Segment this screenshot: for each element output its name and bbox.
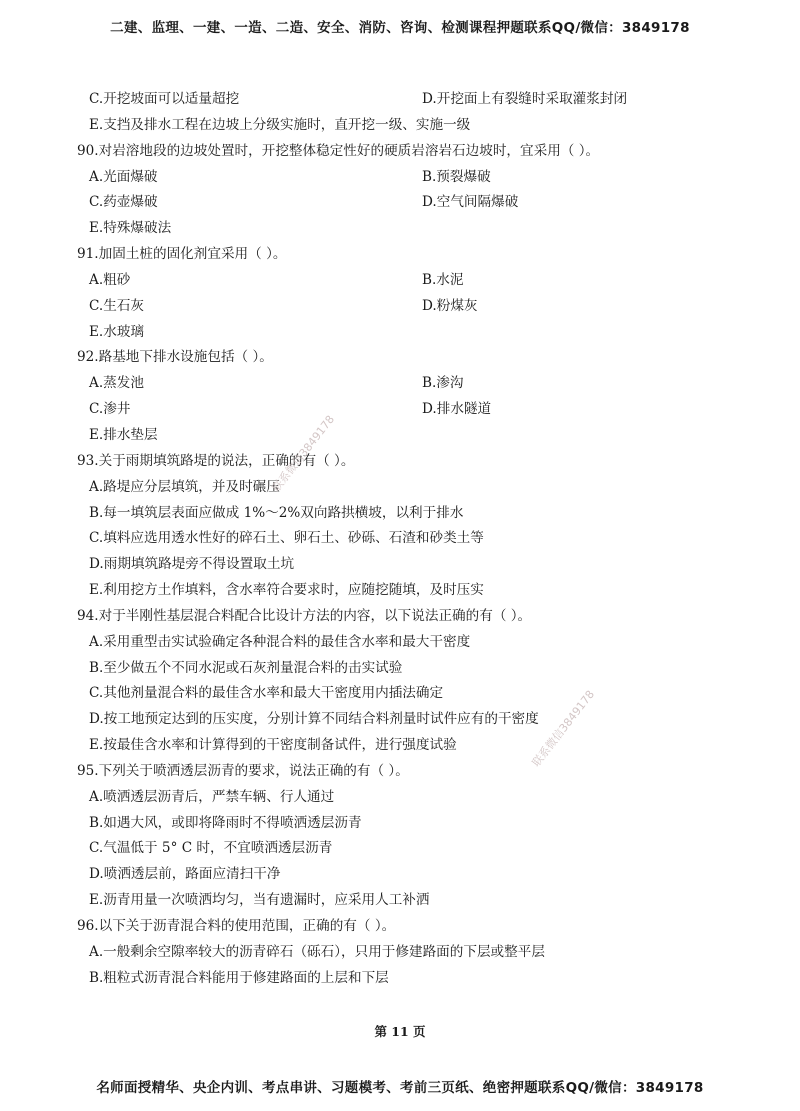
- option-row: [0, 294, 800, 320]
- option-line: B.如遇大风，或即将降雨时不得喷洒透层沥青: [89, 814, 362, 831]
- option-line: A.喷洒透层沥青后，严禁车辆、行人通过: [89, 788, 335, 805]
- option-right: D.粉煤灰: [422, 297, 478, 314]
- option-line: C.其他剂量混合料的最佳含水率和最大干密度用内插法确定: [89, 685, 444, 702]
- question-stem: 95.下列关于喷洒透层沥青的要求，说法正确的有（ ）。: [77, 762, 409, 779]
- page-header-contact: 二建、监理、一建、一造、二造、安全、消防、咨询、检测课程押题联系QQ/微信：3849178: [110, 20, 690, 36]
- option-right: D.开挖面上有裂缝时采取灌浆封闭: [422, 91, 628, 107]
- option-left: C.开挖坡面可以适量超挖: [89, 91, 240, 107]
- exam-question-content: [0, 87, 800, 992]
- option-line: B.粗粒式沥青混合料能用于修建路面的上层和下层: [89, 969, 389, 986]
- option-left: C.生石灰: [89, 297, 145, 314]
- option-row: [0, 190, 800, 216]
- option-line: E.利用挖方土作填料，含水率符合要求时，应随挖随填，及时压实: [89, 582, 484, 599]
- watermark-text: 联系微信3849178: [269, 412, 338, 495]
- option-line: D.按工地预定达到的压实度，分别计算不同结合料剂量时试件应有的干密度: [89, 711, 539, 728]
- option-line: E.沥青用量一次喷洒均匀，当有遗漏时，应采用人工补洒: [89, 892, 430, 909]
- option-line: B.至少做五个不同水泥或石灰剂量混合料的击实试验: [89, 659, 403, 676]
- option-right: D.排水隧道: [422, 401, 492, 418]
- option-line: B.每一填筑层表面应做成 1%～2%双向路拱横坡，以利于排水: [89, 504, 464, 521]
- option-line: E.支挡及排水工程在边坡上分级实施时，直开挖一级、实施一级: [89, 116, 471, 133]
- option-right: B.渗沟: [422, 375, 464, 392]
- question-stem: 93.关于雨期填筑路堤的说法，正确的有（ ）。: [77, 452, 355, 469]
- option-left: C.药壶爆破: [89, 194, 158, 211]
- option-line: A.采用重型击实试验确定各种混合料的最佳含水率和最大干密度: [89, 633, 471, 650]
- question-stem: 91.加固土桩的固化剂宜采用（ ）。: [77, 246, 287, 263]
- question-stem: 96.以下关于沥青混合料的使用范围，正确的有（ ）。: [77, 918, 396, 934]
- page-footer-contact: 名师面授精华、央企内训、考点串讲、习题模考、考前三页纸、绝密押题联系QQ/微信：3849178: [96, 1080, 704, 1096]
- option-row: [0, 268, 800, 294]
- option-row: [0, 87, 800, 113]
- option-line: A.路堤应分层填筑，并及时碾压: [89, 478, 280, 495]
- page-number: 第 11 页: [374, 1024, 426, 1039]
- option-line: C.填料应选用透水性好的碎石土、卵石土、砂砾、石渣和砂类土等: [89, 530, 484, 547]
- option-row: [0, 165, 800, 191]
- question-stem: 92.路基地下排水设施包括（ ）。: [77, 349, 273, 366]
- option-row: [0, 371, 800, 397]
- option-right: B.水泥: [422, 271, 464, 288]
- option-right: B.预裂爆破: [422, 168, 491, 185]
- option-line: E.按最佳含水率和计算得到的干密度制备试件，进行强度试验: [89, 737, 457, 754]
- option-line: E.排水垫层: [89, 426, 158, 443]
- option-line: E.水玻璃: [89, 323, 145, 340]
- option-left: A.光面爆破: [89, 168, 158, 185]
- question-stem: 90.对岩溶地段的边坡处置时，开挖整体稳定性好的硬质岩溶岩石边坡时，宜采用（ ）。: [77, 142, 600, 159]
- option-left: C.渗井: [89, 401, 131, 418]
- option-line: A.一般剩余空隙率较大的沥青碎石（砾石），只用于修建路面的下层或整平层: [89, 943, 545, 960]
- option-left: A.粗砂: [89, 271, 131, 288]
- option-line: C.气温低于 5° C 时，不宜喷洒透层沥青: [89, 840, 333, 857]
- watermark-text: 联系微信3849178: [529, 687, 598, 770]
- option-left: A.蒸发池: [89, 375, 144, 392]
- question-stem: 94.对于半刚性基层混合料配合比设计方法的内容，以下说法正确的有（ ）。: [77, 607, 532, 624]
- option-right: D.空气间隔爆破: [422, 194, 519, 211]
- option-line: D.喷洒透层前，路面应清扫干净: [89, 866, 281, 883]
- option-line: D.雨期填筑路堤旁不得设置取土坑: [89, 556, 295, 573]
- option-row: [0, 397, 800, 423]
- option-line: E.特殊爆破法: [89, 220, 172, 237]
